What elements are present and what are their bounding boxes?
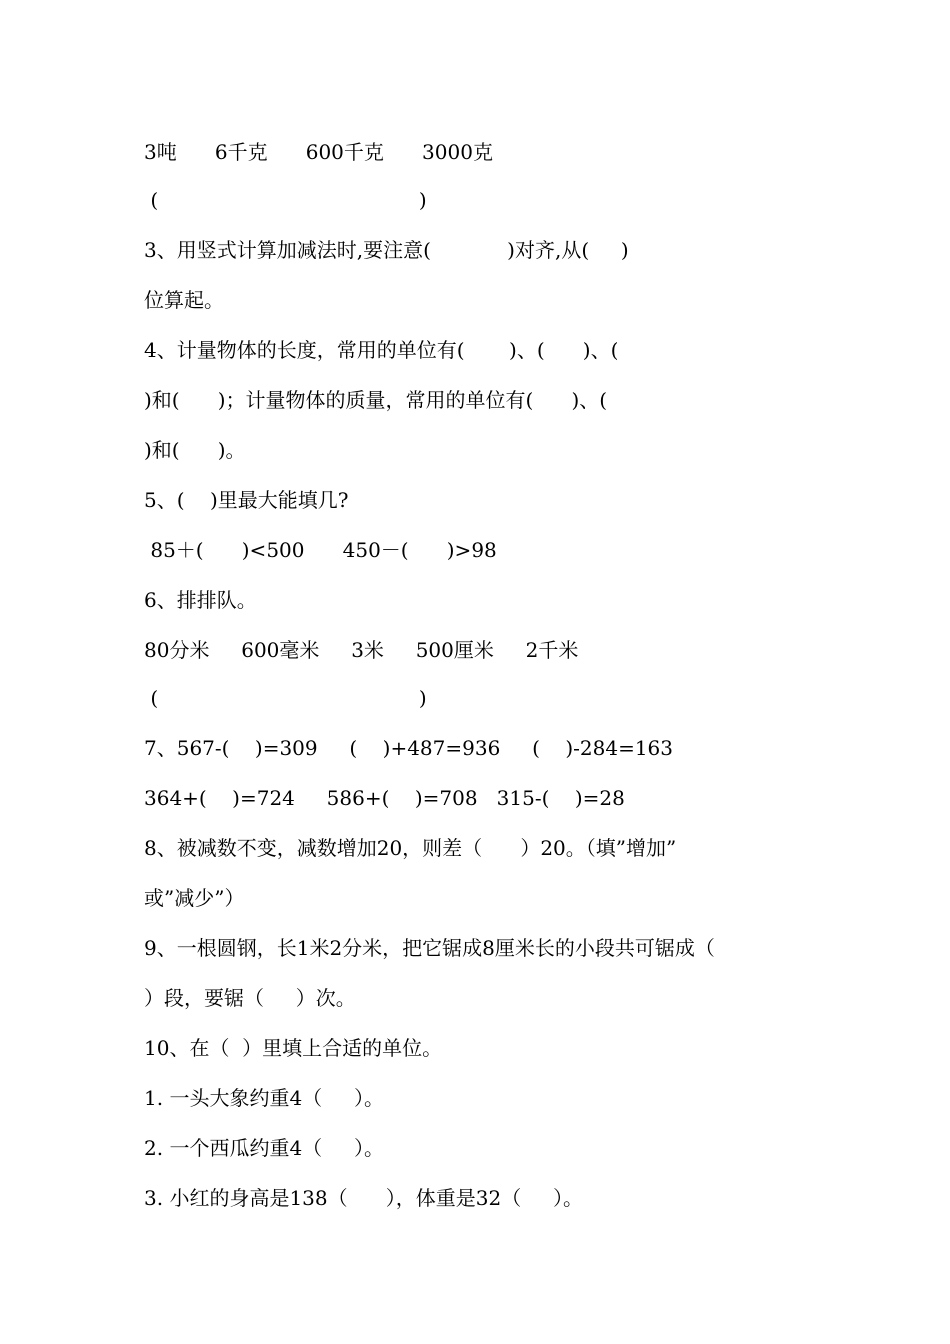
- question-3-line-2: 位算起。: [144, 288, 224, 312]
- question-4-line-1: 4、计量物体的长度，常用的单位有( )、( )、(: [144, 338, 619, 362]
- question-6-title: 6、排排队。: [144, 588, 257, 612]
- length-items-line: 80分米 600毫米 3米 500厘米 2千米: [144, 638, 579, 662]
- question-5-title: 5、( )里最大能填几?: [144, 488, 349, 512]
- question-10-item-3: 3. 小红的身高是138（ ），体重是32（ ）。: [144, 1186, 583, 1210]
- question-10-title: 10、在（ ）里填上合适的单位。: [144, 1036, 443, 1060]
- question-9-line-2: ）段，要锯（ ）次。: [144, 986, 356, 1010]
- question-3-line-1: 3、用竖式计算加减法时,要注意( )对齐,从( ): [144, 238, 629, 262]
- weight-items-line: 3吨 6千克 600千克 3000克: [144, 140, 493, 164]
- question-7-line-1: 7、567-( )=309 ( )+487=936 ( )-284=163: [144, 736, 673, 760]
- question-8-line-2: 或”减少”）: [144, 886, 245, 910]
- weight-answer-blank: ( ): [144, 188, 427, 212]
- question-9-line-1: 9、一根圆钢，长1米2分米，把它锯成8厘米长的小段共可锯成（: [144, 936, 715, 960]
- question-4-line-3: )和( )。: [144, 438, 246, 462]
- question-10-item-1: 1. 一头大象约重4（ ）。: [144, 1086, 384, 1110]
- question-5-equations: 85＋( )<500 450－( )>98: [144, 538, 497, 562]
- question-8-line-1: 8、被减数不变，减数增加20，则差（ ）20。（填”增加”: [144, 836, 677, 860]
- length-answer-blank: ( ): [144, 686, 427, 710]
- question-4-line-2: )和( )；计量物体的质量，常用的单位有( )、(: [144, 388, 608, 412]
- question-7-line-2: 364+( )=724 586+( )=708 315-( )=28: [144, 786, 625, 810]
- question-10-item-2: 2. 一个西瓜约重4（ ）。: [144, 1136, 384, 1160]
